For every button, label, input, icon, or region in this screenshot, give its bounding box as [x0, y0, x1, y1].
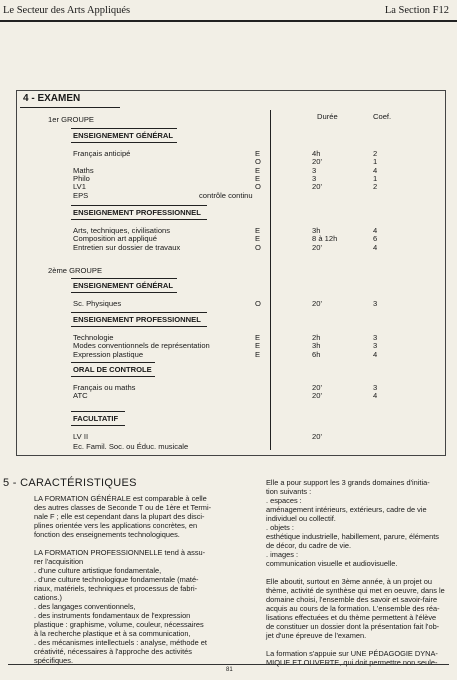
g1-general-row-coef: 1 — [373, 173, 378, 183]
g2-professionnel-title-rule-top — [71, 312, 207, 313]
caracteristiques-left-column — [34, 494, 211, 665]
g1-professionnel-row-duree: 20' — [312, 242, 322, 252]
g2-facultatif-title: FACULTATIF — [73, 414, 119, 423]
g1-general-row-coef: 1 — [373, 157, 378, 167]
g2-professionnel-row-coef: 4 — [373, 349, 378, 359]
g2-professionnel-row-type: E — [255, 333, 261, 342]
g1-general-row-coef: 4 — [373, 165, 378, 175]
g1-general-row-duree: 3 — [312, 173, 317, 183]
g2-general-row-coef: 3 — [373, 299, 378, 308]
g1-general-row-name: Français anticipé — [73, 149, 131, 158]
right-paragraph-line: . images : — [266, 550, 299, 559]
g1-general-title: ENSEIGNEMENT GÉNÉRAL — [73, 131, 173, 140]
page-number: 81 — [226, 667, 233, 673]
g1-general-row-type: O — [255, 157, 261, 167]
right-paragraph-line: communication visuelle et audiovisuelle. — [266, 559, 398, 568]
g1-professionnel-row-type: E — [255, 226, 261, 235]
left-paragraph-line: . des mécanismes intellectuels : analyse, méthode et — [34, 638, 207, 647]
g2-oral-row-duree: 20' — [312, 383, 322, 392]
g1-general-row-name: LV1 — [73, 182, 86, 192]
left-paragraph-line: . des langages conventionnels, — [34, 602, 136, 611]
right-paragraph-line: de décor, du cadre de vie. — [266, 541, 352, 550]
g1-professionnel-row-name: Arts, techniques, civilisations — [73, 226, 171, 235]
left-paragraph-line: . des instruments fondamentaux de l'expression — [34, 611, 191, 620]
right-paragraph-line: jet d'une épreuve de l'examen. — [266, 631, 367, 640]
right-paragraph-line: acquis au cours de la formation. L'ensemble des réa- — [266, 604, 440, 613]
g1-general-row-type: contrôle continu — [199, 190, 253, 200]
footer-rule — [8, 664, 449, 665]
g1-professionnel-row-coef: 4 — [373, 226, 378, 235]
g1-general-row-duree: 20' — [312, 182, 322, 192]
right-paragraph-line: Elle a pour support les 3 grands domaines d'initia- — [266, 478, 430, 487]
right-paragraph-line: lisations effectuées et du thème permettent à l'élève — [266, 613, 437, 622]
g1-general-row-duree: 20' — [312, 157, 322, 167]
g1-general-row-coef: 2 — [373, 149, 378, 158]
group-2-label: 2ème GROUPE — [48, 266, 103, 275]
g1-general-row-type: E — [255, 173, 261, 183]
right-paragraph-line: individuel ou collectif. — [266, 514, 336, 523]
g1-professionnel-row-duree: 3h — [312, 226, 321, 235]
g1-general-row-duree: 4h — [312, 149, 321, 158]
left-paragraph-line: riaux, matériels, techniques et processus de fabri- — [34, 584, 198, 593]
g2-general-title: ENSEIGNEMENT GÉNÉRAL — [73, 281, 173, 290]
g2-professionnel-row-name: Modes conventionnels de représentation — [73, 341, 210, 351]
left-paragraph-line: créativité, nécessaires à l'approche des activités — [34, 647, 192, 656]
right-paragraph-line: . objets : — [266, 523, 294, 532]
g2-facultatif-row-duree: 20' — [312, 432, 322, 441]
left-paragraph-line: plastique : graphisme, volume, couleur, nécessaires — [34, 620, 204, 629]
left-paragraph-line: plines orientée vers les applications concrètes, en — [34, 521, 198, 530]
right-paragraph-line: de constituer un dossier dont la présentation fait l'ob- — [266, 622, 440, 631]
g2-general-title-rule-top — [71, 278, 177, 279]
g2-professionnel-row-duree: 2h — [312, 333, 321, 342]
left-paragraph-line: . d'une culture artistique fondamentale, — [34, 566, 162, 575]
running-header-right: La Section F12 — [384, 5, 449, 16]
g1-professionnel-title-rule-bottom — [71, 219, 207, 220]
g2-oral-title: ORAL DE CONTROLE — [73, 365, 152, 374]
g2-oral-row-coef: 3 — [373, 383, 378, 392]
g2-general-title-rule-bottom — [71, 292, 177, 293]
left-paragraph-line: nale F ; elle est cependant dans la plupart des disci- — [34, 512, 205, 521]
g2-oral-row-duree: 20' — [312, 391, 322, 401]
g1-general-row-type: E — [255, 165, 261, 175]
group-1-label: 1er GROUPE — [48, 115, 94, 124]
right-paragraph-line: thème, activité de synthèse qui met en oeuvre, dans le — [266, 586, 445, 595]
g1-professionnel-row-coef: 4 — [373, 242, 378, 252]
examen-title: 4 - EXAMEN — [23, 93, 81, 104]
g1-general-title-rule-bottom — [71, 142, 177, 143]
right-paragraph-line: . espaces : — [266, 496, 302, 505]
g1-professionnel-row-name: Composition art appliqué — [73, 234, 158, 244]
right-paragraph-line: La formation s'appuie sur UNE PÉDAGOGIE DYNA- — [266, 649, 438, 658]
right-paragraph-line: domaine choisi, l'ensemble des savoir et savoir-faire — [266, 595, 438, 604]
g2-facultatif-row-name: Ec. Famil. Soc. ou Éduc. musicale — [73, 441, 189, 451]
g1-general-row-coef: 2 — [373, 182, 378, 192]
g2-facultatif-title-rule-bottom — [71, 425, 125, 426]
g2-professionnel-row-coef: 3 — [373, 341, 378, 351]
g2-professionnel-title-rule-bottom — [71, 326, 207, 327]
header-rule — [0, 20, 457, 22]
g2-professionnel-row-duree: 6h — [312, 349, 321, 359]
left-paragraph-line: spécifiques. — [34, 656, 74, 665]
left-paragraph-line: à la recherche plastique et à sa communication, — [34, 629, 191, 638]
col-coef: Coef. — [373, 112, 392, 121]
g1-professionnel-row-coef: 6 — [373, 234, 378, 244]
g1-general-row-duree: 3 — [312, 165, 317, 175]
g2-facultatif-row-name: LV II — [73, 432, 89, 441]
right-paragraph-line: MIQUE ET OUVERTE, qui doit permettre non seule- — [266, 658, 438, 667]
left-paragraph-line: rer l'acquisition — [34, 557, 84, 566]
left-paragraph-line: LA FORMATION PROFESSIONNELLE tend à assu- — [34, 548, 206, 557]
left-paragraph-line — [34, 539, 211, 548]
left-paragraph-line: cations.) — [34, 593, 62, 602]
g1-general-title-rule-top — [71, 128, 177, 129]
g1-professionnel-title-rule-top — [71, 205, 207, 206]
section-5-title: 5 - CARACTÉRISTIQUES — [3, 477, 137, 489]
g2-oral-title-rule-bottom — [71, 376, 155, 377]
running-header-left: Le Secteur des Arts Appliqués — [3, 5, 131, 16]
g2-oral-row-name: Français ou maths — [73, 383, 136, 392]
col-duree: Durée — [317, 112, 338, 121]
right-paragraph-line: aménagement intérieurs, extérieurs, cadre de vie — [266, 505, 427, 514]
g2-professionnel-row-type: E — [255, 349, 261, 359]
g1-professionnel-row-type: E — [255, 234, 261, 244]
left-paragraph-line: des autres classes de Seconde T ou de 1ère et Termi- — [34, 503, 212, 512]
g2-professionnel-row-name: Technologie — [73, 333, 114, 342]
g2-professionnel-row-duree: 3h — [312, 341, 321, 351]
g2-professionnel-row-coef: 3 — [373, 333, 378, 342]
left-paragraph-line: fonction des enseignements technologiques. — [34, 530, 180, 539]
g1-general-row-name: Maths — [73, 165, 94, 175]
g1-general-row-type: E — [255, 149, 261, 158]
right-paragraph-line: esthétique industrielle, habillement, parure, éléments — [266, 532, 439, 541]
g1-professionnel-row-type: O — [255, 242, 261, 252]
g2-general-row-type: O — [255, 299, 261, 308]
caracteristiques-right-column — [266, 478, 445, 667]
g2-oral-row-name: ATC — [73, 391, 88, 401]
g1-professionnel-row-duree: 8 à 12h — [312, 234, 338, 244]
g2-oral-row-coef: 4 — [373, 391, 378, 401]
g2-professionnel-row-type: E — [255, 341, 261, 351]
g2-oral-title-rule-top — [71, 362, 155, 363]
g1-professionnel-row-name: Entretien sur dossier de travaux — [73, 242, 181, 252]
column-divider — [270, 110, 271, 450]
g2-professionnel-title: ENSEIGNEMENT PROFESSIONNEL — [73, 315, 201, 324]
g1-general-row-type: O — [255, 182, 261, 192]
right-paragraph-line: Elle aboutit, surtout en 3ème année, à un projet ou — [266, 577, 432, 586]
left-paragraph-line: LA FORMATION GÉNÉRALE est comparable à celle — [34, 494, 207, 503]
right-paragraph-line — [266, 568, 445, 577]
left-paragraph-line: . d'une culture technologique fondamentale (maté- — [34, 575, 199, 584]
g2-general-row-duree: 20' — [312, 299, 322, 308]
examen-title-rule — [20, 107, 120, 108]
g2-facultatif-title-rule-top — [71, 411, 125, 412]
g1-professionnel-title: ENSEIGNEMENT PROFESSIONNEL — [73, 208, 201, 217]
g1-general-row-name: Philo — [73, 173, 90, 183]
right-paragraph-line — [266, 640, 445, 649]
right-paragraph-line: tion suivants : — [266, 487, 312, 496]
g2-general-row-name: Sc. Physiques — [73, 299, 122, 308]
g2-professionnel-row-name: Expression plastique — [73, 349, 144, 359]
g1-general-row-name: EPS — [73, 190, 89, 200]
